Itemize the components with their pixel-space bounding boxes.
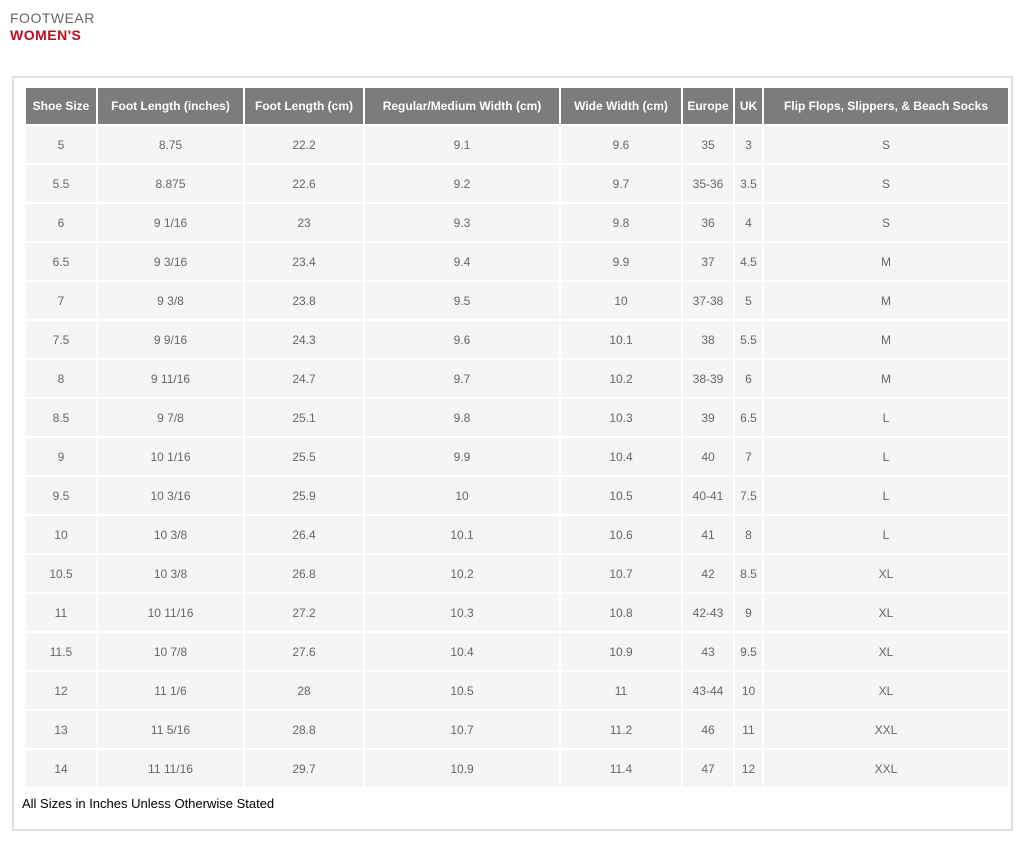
table-cell: 5 [735, 282, 762, 319]
table-cell: M [764, 243, 1008, 280]
table-cell: 10 [26, 516, 96, 553]
table-cell: 10 [735, 672, 762, 709]
table-cell: 8 [26, 360, 96, 397]
table-row [26, 711, 1008, 748]
table-cell: 10 3/16 [98, 477, 243, 514]
table-cell: 9.5 [735, 633, 762, 670]
table-cell: 35 [683, 126, 733, 163]
column-header: Foot Length (inches) [98, 88, 243, 124]
table-cell: 9.7 [561, 165, 681, 202]
table-cell: 10.4 [561, 438, 681, 475]
table-cell: 11.4 [561, 750, 681, 787]
table-cell: 9.6 [561, 126, 681, 163]
table-cell: 6 [26, 204, 96, 241]
column-header: Wide Width (cm) [561, 88, 681, 124]
column-header: Foot Length (cm) [245, 88, 363, 124]
table-row [26, 633, 1008, 670]
table-cell: 26.8 [245, 555, 363, 592]
table-cell: 22.6 [245, 165, 363, 202]
table-cell: 38 [683, 321, 733, 358]
table-cell: 25.5 [245, 438, 363, 475]
table-row [26, 750, 1008, 787]
table-cell: 37-38 [683, 282, 733, 319]
header-row [26, 88, 1008, 124]
category-label: FOOTWEAR [10, 10, 95, 26]
table-cell: XL [764, 633, 1008, 670]
table-cell: 3 [735, 126, 762, 163]
table-cell: 8.5 [26, 399, 96, 436]
table-cell: 9 11/16 [98, 360, 243, 397]
table-cell: 9.5 [26, 477, 96, 514]
table-cell: 11 [561, 672, 681, 709]
table-cell: 8.75 [98, 126, 243, 163]
table-cell: 11 11/16 [98, 750, 243, 787]
table-row [26, 594, 1008, 631]
table-cell: 3.5 [735, 165, 762, 202]
table-cell: 11 [26, 594, 96, 631]
table-cell: 9.8 [365, 399, 559, 436]
table-row [26, 243, 1008, 280]
table-cell: 9.2 [365, 165, 559, 202]
table-header-row [26, 88, 1008, 124]
table-cell: L [764, 477, 1008, 514]
size-chart-container [12, 76, 1013, 831]
table-cell: 40 [683, 438, 733, 475]
table-cell: 43 [683, 633, 733, 670]
table-row [26, 516, 1008, 553]
table-cell: 10.3 [561, 399, 681, 436]
table-row [26, 204, 1008, 241]
table-cell: 8.875 [98, 165, 243, 202]
table-cell: 27.6 [245, 633, 363, 670]
table-row [26, 672, 1008, 709]
table-cell: 9 7/8 [98, 399, 243, 436]
table-cell: 36 [683, 204, 733, 241]
table-cell: 23.4 [245, 243, 363, 280]
column-header: Flip Flops, Slippers, & Beach Socks [764, 88, 1008, 124]
table-cell: 10 7/8 [98, 633, 243, 670]
table-cell: 10.7 [365, 711, 559, 748]
table-cell: S [764, 204, 1008, 241]
table-cell: 10 1/16 [98, 438, 243, 475]
table-cell: 9 3/8 [98, 282, 243, 319]
table-cell: 28 [245, 672, 363, 709]
table-cell: 11.2 [561, 711, 681, 748]
table-cell: 9.9 [365, 438, 559, 475]
page-title [10, 10, 1024, 44]
footnote: All Sizes in Inches Unless Otherwise Stated [22, 796, 275, 811]
table-body [26, 126, 1008, 787]
table-cell: 41 [683, 516, 733, 553]
table-cell: 10 3/8 [98, 555, 243, 592]
table-cell: 5 [26, 126, 96, 163]
table-cell: 25.1 [245, 399, 363, 436]
table-cell: 4 [735, 204, 762, 241]
table-cell: 10 [365, 477, 559, 514]
table-cell: 38-39 [683, 360, 733, 397]
table-cell: XL [764, 594, 1008, 631]
table-cell: 10 [561, 282, 681, 319]
table-cell: 9.5 [365, 282, 559, 319]
table-cell: 9 9/16 [98, 321, 243, 358]
table-cell: XXL [764, 750, 1008, 787]
table-cell: 42-43 [683, 594, 733, 631]
table-cell: 6 [735, 360, 762, 397]
table-cell: L [764, 516, 1008, 553]
table-cell: 9 [735, 594, 762, 631]
table-cell: 46 [683, 711, 733, 748]
table-cell: 7 [735, 438, 762, 475]
table-cell: 9 1/16 [98, 204, 243, 241]
table-cell: 8 [735, 516, 762, 553]
table-cell: 9 3/16 [98, 243, 243, 280]
table-cell: 4.5 [735, 243, 762, 280]
table-cell: 9.4 [365, 243, 559, 280]
table-cell: 11.5 [26, 633, 96, 670]
table-cell: 9.3 [365, 204, 559, 241]
table-cell: 11 1/6 [98, 672, 243, 709]
column-header: Europe [683, 88, 733, 124]
size-chart-table [24, 86, 1010, 789]
table-cell: 9.7 [365, 360, 559, 397]
table-cell: L [764, 399, 1008, 436]
column-header: UK [735, 88, 762, 124]
table-cell: 29.7 [245, 750, 363, 787]
table-cell: 7 [26, 282, 96, 319]
gender-label: WOMEN'S [10, 27, 82, 43]
table-cell: 9.6 [365, 321, 559, 358]
table-cell: S [764, 126, 1008, 163]
table-cell: 10.8 [561, 594, 681, 631]
table-cell: 40-41 [683, 477, 733, 514]
table-cell: 10.4 [365, 633, 559, 670]
table-cell: 10.1 [365, 516, 559, 553]
table-row [26, 555, 1008, 592]
table-cell: 5.5 [26, 165, 96, 202]
table-row [26, 126, 1008, 163]
table-row [26, 399, 1008, 436]
table-row [26, 360, 1008, 397]
table-cell: M [764, 282, 1008, 319]
table-cell: S [764, 165, 1008, 202]
table-cell: XL [764, 555, 1008, 592]
table-row [26, 165, 1008, 202]
table-cell: 39 [683, 399, 733, 436]
table-cell: 10.2 [561, 360, 681, 397]
table-cell: 10.2 [365, 555, 559, 592]
table-cell: 47 [683, 750, 733, 787]
column-header: Regular/Medium Width (cm) [365, 88, 559, 124]
table-cell: 10.5 [26, 555, 96, 592]
table-row [26, 282, 1008, 319]
table-row [26, 477, 1008, 514]
table-cell: 9.9 [561, 243, 681, 280]
table-cell: 6.5 [26, 243, 96, 280]
table-cell: 8.5 [735, 555, 762, 592]
table-cell: 10.6 [561, 516, 681, 553]
table-cell: 25.9 [245, 477, 363, 514]
table-cell: 6.5 [735, 399, 762, 436]
table-cell: 7.5 [26, 321, 96, 358]
table-cell: 24.3 [245, 321, 363, 358]
table-cell: 35-36 [683, 165, 733, 202]
table-cell: 10.7 [561, 555, 681, 592]
table-cell: XXL [764, 711, 1008, 748]
column-header: Shoe Size [26, 88, 96, 124]
table-cell: 23.8 [245, 282, 363, 319]
table-cell: 10 3/8 [98, 516, 243, 553]
table-cell: M [764, 360, 1008, 397]
table-cell: 23 [245, 204, 363, 241]
table-cell: 26.4 [245, 516, 363, 553]
table-cell: XL [764, 672, 1008, 709]
table-cell: 24.7 [245, 360, 363, 397]
table-cell: 13 [26, 711, 96, 748]
table-cell: 5.5 [735, 321, 762, 358]
table-cell: 11 [735, 711, 762, 748]
table-cell: 9.1 [365, 126, 559, 163]
table-cell: 11 5/16 [98, 711, 243, 748]
table-cell: 14 [26, 750, 96, 787]
table-cell: 37 [683, 243, 733, 280]
table-cell: M [764, 321, 1008, 358]
table-cell: 12 [735, 750, 762, 787]
table-cell: 42 [683, 555, 733, 592]
table-cell: 27.2 [245, 594, 363, 631]
table-cell: 12 [26, 672, 96, 709]
table-cell: 9 [26, 438, 96, 475]
table-cell: 10.1 [561, 321, 681, 358]
table-cell: 10.9 [365, 750, 559, 787]
table-cell: 10.3 [365, 594, 559, 631]
table-cell: 22.2 [245, 126, 363, 163]
table-cell: 43-44 [683, 672, 733, 709]
table-cell: 10.5 [561, 477, 681, 514]
table-row [26, 321, 1008, 358]
table-cell: 9.8 [561, 204, 681, 241]
table-cell: 10 11/16 [98, 594, 243, 631]
table-cell: 10.5 [365, 672, 559, 709]
table-cell: L [764, 438, 1008, 475]
table-cell: 28.8 [245, 711, 363, 748]
table-cell: 7.5 [735, 477, 762, 514]
table-cell: 10.9 [561, 633, 681, 670]
table-row [26, 438, 1008, 475]
